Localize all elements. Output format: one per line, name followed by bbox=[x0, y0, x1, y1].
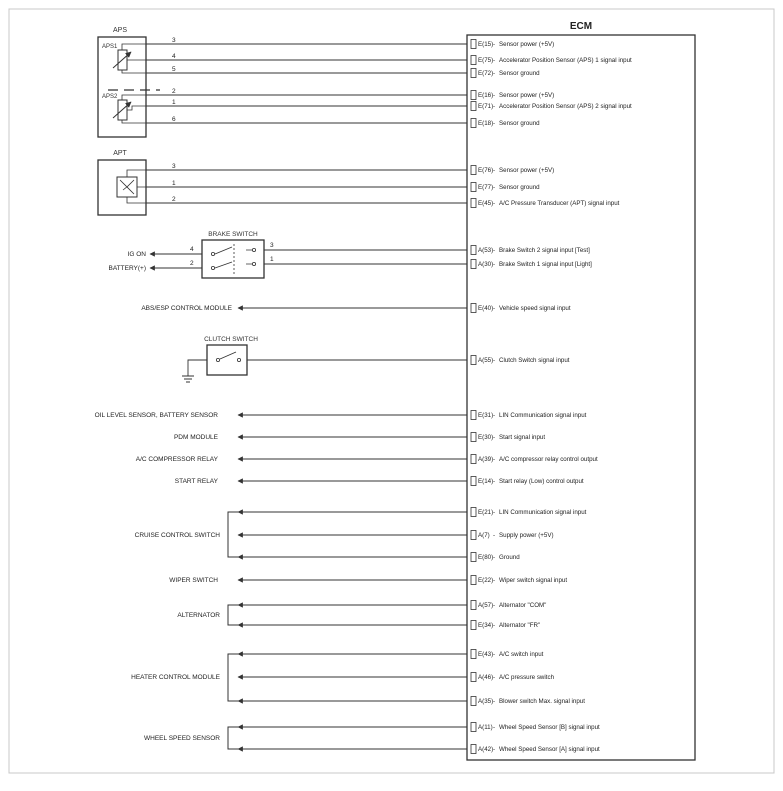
cruise-terminal-desc: LIN Communication signal input bbox=[499, 509, 587, 517]
wheel-terminal-dash: - bbox=[493, 746, 496, 754]
ecm-title: ECM bbox=[569, 21, 593, 32]
brake-switch-blade-icon bbox=[215, 247, 232, 254]
alternator-terminal-dash: - bbox=[493, 602, 496, 610]
brake-pin-number: 1 bbox=[270, 256, 274, 263]
aps-pin-number: 2 bbox=[172, 88, 176, 95]
brake-switch-blade-icon bbox=[215, 262, 232, 268]
ecm-terminal-box bbox=[471, 260, 476, 269]
aps-terminal-pin: E(15) bbox=[478, 41, 494, 49]
aps1-internal-wiring bbox=[122, 44, 146, 73]
clutch-switch-blade-icon bbox=[220, 352, 236, 359]
brake-switch-label: BRAKE SWITCH bbox=[208, 231, 258, 238]
single-terminal-pin: E(14) bbox=[478, 478, 494, 486]
wheel-terminal-pin: A(11) bbox=[478, 724, 493, 732]
apt-terminal-desc: Sensor ground bbox=[499, 184, 540, 192]
wheel-terminal-desc: Wheel Speed Sensor [A] signal input bbox=[499, 746, 600, 754]
single-terminal-desc: A/C compressor relay control output bbox=[499, 456, 598, 464]
wheel-terminal-pin: A(42) bbox=[478, 746, 494, 754]
wiper-terminal-dash: - bbox=[493, 577, 496, 585]
outer-frame bbox=[9, 9, 774, 773]
wheel-terminal-dash: - bbox=[493, 724, 496, 732]
aps-terminal-desc: Sensor power (+5V) bbox=[499, 41, 555, 49]
clutch-ground-wire bbox=[188, 360, 207, 376]
ecm-terminal-box bbox=[471, 553, 476, 562]
brake-contact-icon bbox=[211, 252, 214, 255]
aps-pin-number: 1 bbox=[172, 99, 176, 106]
single-terminal-desc: Start relay (Low) control output bbox=[499, 478, 584, 486]
aps-terminal-dash: - bbox=[493, 103, 496, 111]
brake-terminal-desc: Brake Switch 2 signal input [Test] bbox=[499, 247, 590, 255]
brake-pin-number: 4 bbox=[190, 246, 194, 253]
single-terminal-dash: - bbox=[493, 478, 496, 486]
aps-terminal-pin: E(16) bbox=[478, 92, 494, 100]
module-label: START RELAY bbox=[174, 478, 218, 485]
clutch-contact-icon bbox=[216, 358, 219, 361]
single-terminal-pin: E(30) bbox=[478, 434, 494, 442]
apt-terminal-dash: - bbox=[493, 200, 496, 208]
heater-terminal-pin: A(35) bbox=[478, 698, 494, 706]
heater-terminal-desc: A/C pressure switch bbox=[499, 674, 555, 682]
single-terminal-dash: - bbox=[493, 434, 496, 442]
single-terminal-dash: - bbox=[493, 412, 496, 420]
aps-terminal-pin: E(71) bbox=[478, 103, 494, 111]
heater-terminal-desc: A/C switch input bbox=[499, 651, 544, 659]
heater-terminal-dash: - bbox=[493, 674, 496, 682]
aps-label: APS bbox=[112, 27, 128, 34]
ecm-terminal-box bbox=[471, 455, 476, 464]
ecm-terminal-box bbox=[471, 621, 476, 630]
battery-label: BATTERY(+) bbox=[108, 265, 146, 272]
aps-pin-number: 5 bbox=[172, 66, 176, 73]
aps-terminal-desc: Sensor ground bbox=[499, 120, 540, 128]
ecm-terminal-box bbox=[471, 477, 476, 486]
cruise-bracket bbox=[228, 512, 238, 557]
aps2-internal-wiring bbox=[122, 95, 146, 123]
cruise-terminal-desc: Supply power (+5V) bbox=[499, 532, 554, 540]
single-terminal-pin: E(31) bbox=[478, 412, 494, 420]
heater-terminal-dash: - bbox=[493, 698, 496, 706]
aps-terminal-dash: - bbox=[493, 41, 496, 49]
ecm-terminal-box bbox=[471, 56, 476, 65]
labels-layer bbox=[95, 37, 632, 753]
ecm-terminal-box bbox=[471, 356, 476, 365]
ecm-terminal-box bbox=[471, 91, 476, 100]
module-label: A/C COMPRESSOR RELAY bbox=[135, 456, 218, 463]
ecm-terminal-box bbox=[471, 697, 476, 706]
abs-module-label: ABS/ESP CONTROL MODULE bbox=[141, 305, 232, 312]
cruise-terminal-dash: - bbox=[493, 532, 496, 540]
clutch-contact-icon bbox=[237, 358, 240, 361]
alternator-terminal-desc: Alternator "COM" bbox=[499, 602, 547, 610]
apt-sensor-detail-icon bbox=[120, 180, 134, 194]
aps-terminal-desc: Accelerator Position Sensor (APS) 2 signal input bbox=[499, 103, 632, 111]
wiper-terminal-desc: Wiper switch signal input bbox=[499, 577, 568, 585]
aps-terminal-pin: E(72) bbox=[478, 70, 494, 78]
brake-terminal-pin: A(53) bbox=[478, 247, 494, 255]
cruise-terminal-pin: A(7) bbox=[478, 532, 490, 540]
apt-terminal-dash: - bbox=[493, 167, 496, 175]
alternator-terminal-pin: A(57) bbox=[478, 602, 494, 610]
aps-terminal-desc: Sensor ground bbox=[499, 70, 540, 78]
brake-terminal-dash: - bbox=[493, 247, 496, 255]
heater-terminal-pin: E(43) bbox=[478, 651, 494, 659]
heater-terminal-dash: - bbox=[493, 651, 496, 659]
abs-terminal-pin: E(40) bbox=[478, 305, 494, 313]
brake-switch-box bbox=[202, 240, 264, 278]
brake-contact-icon bbox=[252, 248, 255, 251]
ecm-terminal-box bbox=[471, 102, 476, 111]
alternator-terminal-desc: Alternator "FR" bbox=[499, 622, 541, 630]
aps1-label: APS1 bbox=[102, 44, 118, 50]
ground-icon bbox=[182, 376, 194, 382]
apt-box bbox=[98, 160, 146, 215]
cruise-terminal-pin: E(21) bbox=[478, 509, 494, 517]
single-terminal-pin: A(39) bbox=[478, 456, 494, 464]
cruise-label: CRUISE CONTROL SWITCH bbox=[134, 532, 220, 539]
ecm-terminal-box bbox=[471, 411, 476, 420]
ecm-terminal-box bbox=[471, 531, 476, 540]
ecm-terminal-box bbox=[471, 304, 476, 313]
ecm-terminal-box bbox=[471, 673, 476, 682]
cruise-terminal-desc: Ground bbox=[499, 554, 520, 562]
apt-terminal-desc: A/C Pressure Transducer (APT) signal input bbox=[499, 200, 620, 208]
ecm-terminal-box bbox=[471, 508, 476, 517]
ecm-terminal-box bbox=[471, 183, 476, 192]
wiper-label: WIPER SWITCH bbox=[169, 577, 218, 584]
apt-pin-number: 3 bbox=[172, 163, 176, 170]
ecm-terminal-box bbox=[471, 576, 476, 585]
apt-terminal-desc: Sensor power (+5V) bbox=[499, 167, 555, 175]
brake-terminal-desc: Brake Switch 1 signal input [Light] bbox=[499, 261, 592, 269]
ecm-terminal-box bbox=[471, 69, 476, 78]
heater-label: HEATER CONTROL MODULE bbox=[131, 674, 220, 681]
ecm-terminal-box bbox=[471, 601, 476, 610]
ecm-terminal-box bbox=[471, 199, 476, 208]
wheel-label: WHEEL SPEED SENSOR bbox=[144, 735, 220, 742]
aps2-label: APS2 bbox=[102, 94, 118, 100]
cruise-terminal-dash: - bbox=[493, 554, 496, 562]
heater-terminal-pin: A(46) bbox=[478, 674, 494, 682]
alternator-terminal-pin: E(34) bbox=[478, 622, 494, 630]
ecm-terminal-box bbox=[471, 745, 476, 754]
ecm-terminal-box bbox=[471, 433, 476, 442]
aps-pin-number: 6 bbox=[172, 116, 176, 123]
alternator-label: ALTERNATOR bbox=[177, 612, 220, 619]
brake-contact-icon bbox=[252, 262, 255, 265]
alternator-bracket bbox=[228, 605, 238, 625]
ecm-terminal-box bbox=[471, 723, 476, 732]
aps-pin-number: 4 bbox=[172, 53, 176, 60]
heater-terminal-desc: Blower switch Max. signal input bbox=[499, 698, 585, 706]
wiper-terminal-pin: E(22) bbox=[478, 577, 494, 585]
brake-terminal-dash: - bbox=[493, 261, 496, 269]
single-terminal-desc: LIN Communication signal input bbox=[499, 412, 587, 420]
ecm-terminal-box bbox=[471, 40, 476, 49]
aps-terminal-pin: E(18) bbox=[478, 120, 494, 128]
apt-terminal-pin: E(77) bbox=[478, 184, 494, 192]
aps-terminal-desc: Accelerator Position Sensor (APS) 1 signal input bbox=[499, 57, 632, 65]
ecm-terminal-box bbox=[471, 166, 476, 175]
apt-pin-number: 1 bbox=[172, 180, 176, 187]
cruise-terminal-dash: - bbox=[493, 509, 496, 517]
wheel-bracket bbox=[228, 727, 238, 749]
ecm-terminal-box bbox=[471, 119, 476, 128]
heater-bracket bbox=[228, 654, 238, 701]
abs-terminal-desc: Vehicle speed signal input bbox=[499, 305, 571, 313]
apt-terminal-pin: E(45) bbox=[478, 200, 494, 208]
apt-pin-number: 2 bbox=[172, 196, 176, 203]
clutch-switch-label: CLUTCH SWITCH bbox=[204, 336, 258, 343]
apt-label: APT bbox=[113, 150, 127, 157]
brake-terminal-pin: A(30) bbox=[478, 261, 494, 269]
module-label: OIL LEVEL SENSOR, BATTERY SENSOR bbox=[94, 412, 218, 419]
aps-terminal-dash: - bbox=[493, 120, 496, 128]
brake-internal-wiring bbox=[246, 250, 252, 264]
aps-pin-number: 3 bbox=[172, 37, 176, 44]
abs-terminal-dash: - bbox=[493, 305, 496, 313]
alternator-terminal-dash: - bbox=[493, 622, 496, 630]
ecm-terminal-box bbox=[471, 650, 476, 659]
ig-on-label: IG ON bbox=[127, 251, 146, 258]
aps-terminal-dash: - bbox=[493, 92, 496, 100]
clutch-terminal-pin: A(55) bbox=[478, 357, 494, 365]
apt-terminal-pin: E(76) bbox=[478, 167, 494, 175]
aps-terminal-desc: Sensor power (+5V) bbox=[499, 92, 555, 100]
clutch-terminal-dash: - bbox=[493, 357, 496, 365]
ecm-terminal-box bbox=[471, 246, 476, 255]
aps-terminal-dash: - bbox=[493, 70, 496, 78]
brake-pin-number: 2 bbox=[190, 260, 194, 267]
brake-pin-number: 3 bbox=[270, 242, 274, 249]
aps-terminal-dash: - bbox=[493, 57, 496, 65]
clutch-terminal-desc: Clutch Switch signal input bbox=[499, 357, 570, 365]
single-terminal-dash: - bbox=[493, 456, 496, 464]
wires-layer bbox=[146, 40, 476, 754]
cruise-terminal-pin: E(80) bbox=[478, 554, 494, 562]
wheel-terminal-desc: Wheel Speed Sensor [B] signal input bbox=[499, 724, 600, 732]
apt-terminal-dash: - bbox=[493, 184, 496, 192]
aps-terminal-pin: E(75) bbox=[478, 57, 494, 65]
single-terminal-desc: Start signal input bbox=[499, 434, 546, 442]
module-label: PDM MODULE bbox=[173, 434, 218, 441]
brake-contact-icon bbox=[211, 266, 214, 269]
